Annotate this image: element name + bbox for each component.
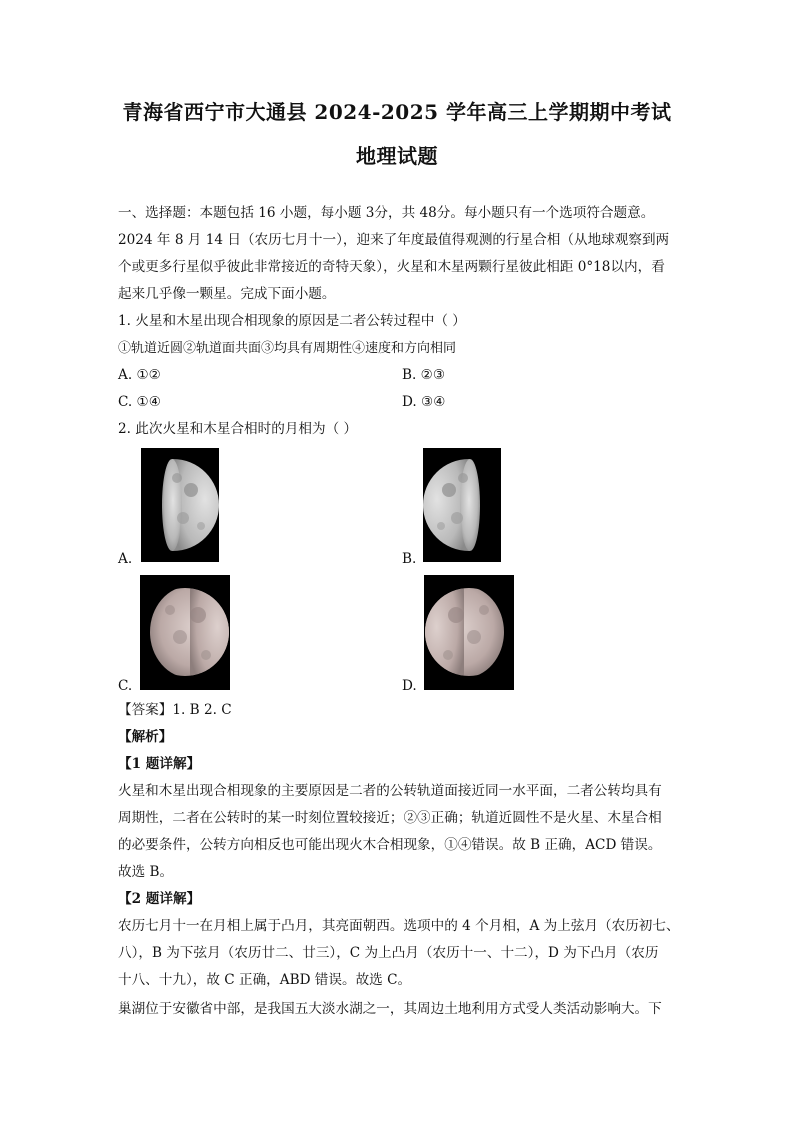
q1-option-a: A. ①② [118, 367, 161, 383]
moon-image-a [141, 448, 219, 562]
question-1-statements: ①轨道近圆②轨道面共面③均具有周期性④速度和方向相同 [118, 341, 457, 356]
document-subtitle: 地理试题 [356, 144, 438, 168]
analysis-heading: 【解析】 [118, 729, 173, 745]
q1-option-c: C. ①④ [118, 394, 161, 410]
detail-2-line: 十八、十九），故 C 正确，ABD 错误。故选 C。 [118, 972, 412, 988]
q1-option-d: D. ③④ [402, 394, 446, 410]
material-line: 个或更多行星似乎彼此非常接近的奇特天象），火星和木星两颗行星彼此相距 0°18以内，看 [118, 259, 665, 275]
detail-1-line: 火星和木星出现合相现象的主要原因是二者的公转轨道面接近同一水平面，二者公转均具有 [118, 783, 662, 799]
q2-option-d: D. [402, 678, 417, 694]
moon-image-b [423, 448, 501, 562]
material-line: 起来几乎像一颗星。完成下面小题。 [118, 286, 336, 302]
q1-option-b: B. ②③ [402, 367, 446, 383]
detail-2-line: 农历七月十一在月相上属于凸月，其亮面朝西。选项中的 4 个月相，A 为上弦月（农历初七、 [118, 918, 680, 934]
q2-option-a: A. [118, 551, 133, 567]
detail-1-heading: 【1 题详解】 [118, 756, 201, 772]
question-1-stem: 1. 火星和木星出现合相现象的原因是二者公转过程中（ ） [118, 313, 466, 329]
detail-2-heading: 【2 题详解】 [118, 891, 201, 907]
moon-image-d [424, 575, 514, 690]
detail-1-line: 的必要条件，公转方向相反也可能出现火木合相现象，①④错误。故 B 正确，ACD 错误。 [118, 837, 662, 853]
material-2-line: 巢湖位于安徽省中部，是我国五大淡水湖之一，其周边土地利用方式受人类活动影响大。下 [118, 1001, 662, 1017]
q2-option-b: B. [402, 551, 417, 567]
document-title: 青海省西宁市大通县 2024-2025 学年高三上学期期中考试 [122, 100, 672, 124]
answer-line: 【答案】1. B 2. C [118, 702, 232, 718]
moon-image-c [140, 575, 230, 690]
q2-option-c: C. [118, 678, 133, 694]
question-2-stem: 2. 此次火星和木星合相时的月相为（ ） [118, 421, 358, 437]
detail-2-line: 八），B 为下弦月（农历廿二、廿三），C 为上凸月（农历十一、十二），D 为下凸月（农历 [118, 945, 659, 961]
material-line: 2024 年 8 月 14 日（农历七月十一），迎来了年度最值得观测的行星合相（从地球观察到两 [118, 232, 670, 248]
section-heading: 一、选择题：本题包括 16 小题，每小题 3分，共 48分。每小题只有一个选项符合题意。 [118, 205, 655, 221]
detail-1-line: 周期性，二者在公转时的某一时刻位置较接近；②③正确；轨道近圆性不是火星、木星合相 [118, 810, 662, 826]
detail-1-line: 故选 B。 [118, 864, 174, 880]
